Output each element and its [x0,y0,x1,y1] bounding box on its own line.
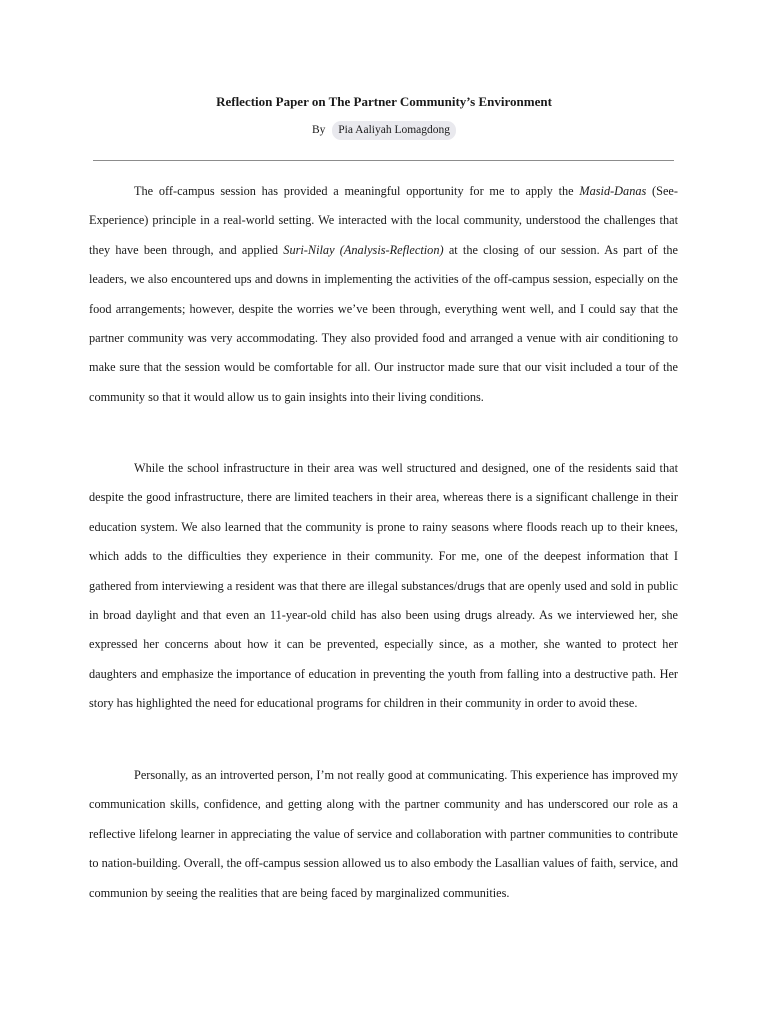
divider-line [93,160,674,161]
author-name: Pia Aaliyah Lomagdong [332,121,456,140]
paragraph-2: While the school infrastructure in their area was well structured and designed, one of the residents said that despite the good infrastructure, there are limited teachers in their area, whereas there is a significant challenge in their education system. We also learned that the community is prone to rainy seasons where floods reach up to their knees, which adds to the difficulties they experience in their community. For me, one of the deepest information that I gathered from interviewing a resident was that there are illegal substances/drugs that are openly used and sold in public in broad daylight and that even an 11-year-old child has also been using drugs already. As we interviewed her, she expressed her concerns about how it can be prevented, especially since, as a mother, she wanted to protect her daughters and emphasize the importance of education in preventing the youth from falling into a destructive path. Her story has highlighted the need for educational programs for children in their community in order to avoid these. [89,461,678,711]
paragraph-1-text-c: at the closing of our session. As part of the leaders, we also encountered ups and downs in implementing the activities of the off-campus session, especially on the food arrangements; however, despite the worries we’ve been through, everything went well, and I could say that the partner community was very accommodating. They also provided food and arranged a venue with air conditioning to make sure that the session would be comfortable for all. Our instructor made sure that our visit included a tour of the community so that it would allow us to gain insights into their living conditions. [89,242,678,404]
byline [0,120,768,140]
paragraph-1-text-a: The off-campus session has provided a meaningful opportunity for me to apply the [134,184,580,198]
document-title: Reflection Paper on The Partner Community’s Environment [216,94,552,109]
paragraph-1-italic-term-1: Masid-Danas [579,184,647,198]
paragraph-1-text-b: (See-Experience) principle in a real-world setting. We interacted with the local community, understood the challenges that they have been through, and applied [89,184,678,257]
paragraph-1 [89,177,678,412]
paragraph-3: Personally, as an introverted person, I’m not really good at communicating. This experience has improved my communication skills, confidence, and getting along with the partner community and has underscored our role as a reflective lifelong learner in appreciating the value of service and collaboration with partner communities to contribute to nation-building. Overall, the off-campus session allowed us to also embody the Lasallian values of faith, service, and communion by seeing the realities that are being faced by marginalized communities. [89,768,678,900]
paragraph-1-italic-term-2: Suri-Nilay (Analysis-Reflection) [283,242,444,257]
byline-prefix: By [311,124,326,136]
